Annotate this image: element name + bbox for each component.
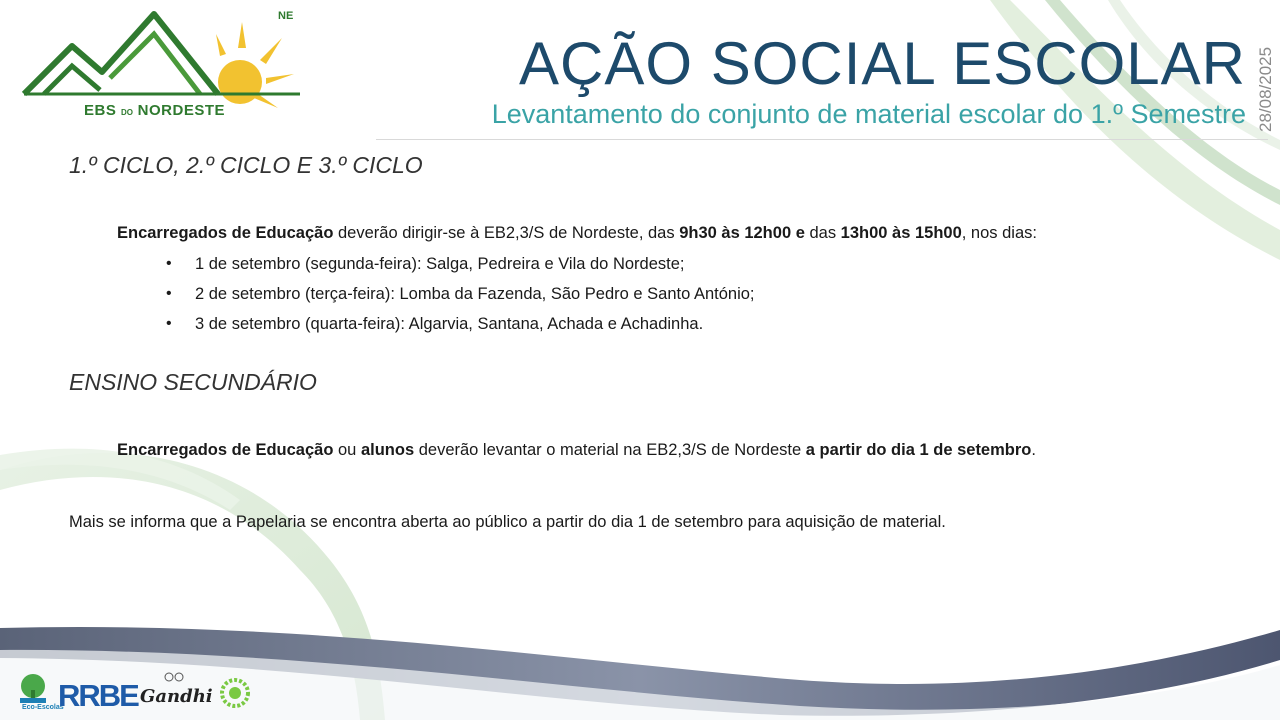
gandhi-logo: Gandhi <box>140 686 213 707</box>
sec-text-6: . <box>1031 441 1036 459</box>
green-badge-icon <box>220 678 250 708</box>
logo-name-small: DO <box>121 108 134 117</box>
ciclos-intro <box>117 224 1037 243</box>
logo-ne-label: NE <box>278 10 294 22</box>
eco-escolas-label: Eco-Escolas <box>22 704 64 711</box>
glasses-icon <box>164 672 184 682</box>
intro-bold-1: Encarregados de Educação <box>117 224 334 242</box>
list-item: • 2 de setembro (terça-feira): Lomba da Fazenda, São Pedro e Santo António; <box>117 281 755 311</box>
sec-bold-5: a partir do dia 1 de setembro <box>805 441 1032 459</box>
eco-escolas-icon <box>16 672 50 706</box>
list-item: • 3 de setembro (quarta-feira): Algarvia, Santana, Achada e Achadinha. <box>117 311 755 341</box>
title-divider <box>376 139 1268 140</box>
page-subtitle: Levantamento do conjunto de material escolar do 1.º Semestre <box>491 99 1246 129</box>
intro-bold-3: 9h30 às 12h00 e <box>679 224 805 242</box>
intro-text-4: das <box>804 224 841 242</box>
sec-text-4: deverão levantar o material na EB2,3/S de Nordeste <box>414 441 806 459</box>
date-label: 28/08/2025 <box>1256 46 1275 132</box>
logo-name <box>84 102 225 119</box>
school-logo <box>20 8 310 124</box>
sec-bold-1: Encarregados de Educação <box>117 441 334 459</box>
intro-text-6: , nos dias: <box>961 224 1037 242</box>
page-title: AÇÃO SOCIAL ESCOLAR <box>519 30 1246 97</box>
schedule-list <box>117 251 755 341</box>
list-item: • 1 de setembro (segunda-feira): Salga, Pedreira e Vila do Nordeste; <box>117 251 755 281</box>
partner-logos <box>14 670 254 716</box>
logo-name-part2: NORDESTE <box>133 102 226 119</box>
sec-bold-3: alunos <box>360 441 415 459</box>
papelaria-note: Mais se informa que a Papelaria se encontra aberta ao público a partir do dia 1 de setembro para aquisição de material. <box>69 513 946 531</box>
sec-text-2: ou <box>333 441 361 459</box>
intro-text-2: deverão dirigir-se à EB2,3/S de Nordeste, das <box>333 224 680 242</box>
intro-bold-5: 13h00 às 15h00 <box>840 224 962 242</box>
secundario-intro <box>117 441 1036 460</box>
logo-name-part1: EBS <box>84 102 122 119</box>
section-heading-ciclos: 1.º CICLO, 2.º CICLO E 3.º CICLO <box>69 152 423 178</box>
rrbe-logo: RRBE <box>58 678 138 713</box>
section-heading-secundario: ENSINO SECUNDÁRIO <box>69 369 317 395</box>
